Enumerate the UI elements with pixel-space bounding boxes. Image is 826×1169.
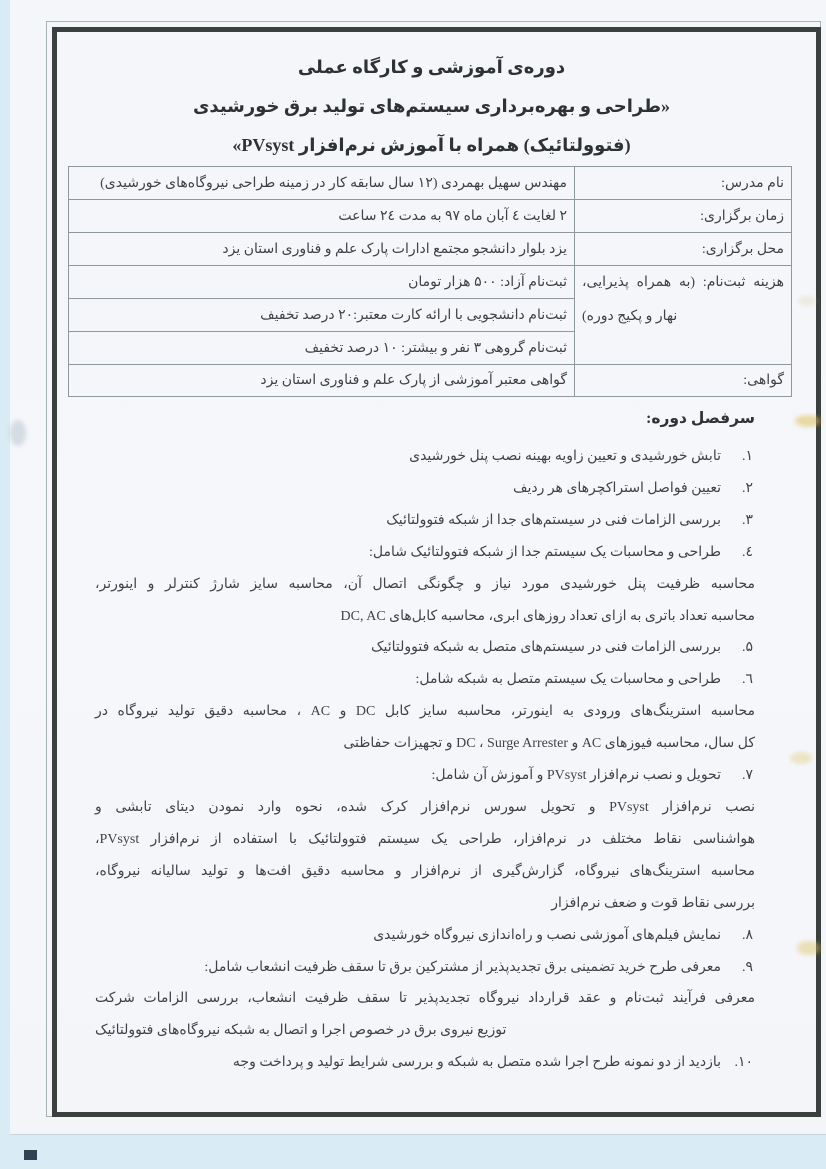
- item-detail: هواشناسی نقاط مختلف در نرم‌افزار، طراحی یک سیستم فتوولتائیک با استفاده از نرم‌افزار PVsyst،: [95, 831, 755, 847]
- item-text: طراحی و محاسبات یک سیستم جدا از شبکه فتوولتائیک شامل:: [369, 544, 721, 560]
- outline-heading: سرفصل دوره:: [646, 410, 755, 427]
- list-item: [95, 505, 755, 537]
- list-item: [95, 920, 755, 952]
- item-number: ٦.: [741, 672, 753, 688]
- list-item: [95, 760, 755, 792]
- scan-smudge: [798, 296, 816, 306]
- item-text: طراحی و محاسبات یک سیستم متصل به شبکه شامل:: [415, 672, 721, 688]
- value-cell-fee-group: ثبت‌نام گروهی ۳ نفر و بیشتر: ۱۰ درصد تخفیف: [69, 332, 575, 365]
- title-line-3: (فتوولتائیک) همراه با آموزش نرم‌افزار PVsyst»: [232, 135, 631, 155]
- scan-smudge: [10, 420, 26, 446]
- label-cell-location: محل برگزاری:: [575, 233, 792, 266]
- item-detail: محاسبه ظرفیت پنل خورشیدی مورد نیاز و چگونگی اتصال آن، محاسبه سایز شارژ کنترلر و اینورتر،: [95, 576, 755, 592]
- scan-smudge: [797, 941, 821, 955]
- list-item: [95, 952, 755, 984]
- item-number: ٤.: [741, 544, 753, 560]
- scan-mark: [24, 1150, 37, 1160]
- value-cell-time: ۲ لغایت ٤ آبان ماه ۹۷ به مدت ۲٤ ساعت: [69, 200, 575, 233]
- table-row: [69, 266, 792, 299]
- title-line-1: دوره‌ی آموزشی و کارگاه عملی: [297, 57, 566, 77]
- item-text: معرفی طرح خرید تضمینی برق تجدیدپذیر از مشترکین برق تا سقف ظرفیت انشعاب شامل:: [204, 959, 721, 975]
- item-detail: محاسبه استرینگ‌های نیروگاه، گزارش‌گیری از نرم‌افزار و محاسبه دقیق افت‌ها و تولید سالیانه نیروگاه،: [95, 863, 755, 879]
- item-text: تحویل و نصب نرم‌افزار PVsyst و آموزش آن شامل:: [431, 768, 721, 784]
- item-detail: بررسی نقاط قوت و ضعف نرم‌افزار: [551, 895, 755, 911]
- item-number: ۱.: [741, 449, 753, 464]
- item-number: ۷.: [741, 768, 753, 784]
- list-item: [95, 441, 755, 473]
- item-number: ۱۰.: [734, 1055, 753, 1071]
- item-detail: محاسبه تعداد باتری به ازای تعداد روزهای ابری، محاسبه کابل‌های DC, AC: [340, 608, 755, 624]
- title-line-2: «طراحی و بهره‌برداری سیستم‌های تولید برق خورشیدی: [192, 96, 671, 116]
- item-text: نمایش فیلم‌های آموزشی نصب و راه‌اندازی نیروگاه خورشیدی: [373, 927, 721, 943]
- item-detail: محاسبه استرینگ‌های ورودی به اینورتر، محاسبه سایز کابل DC و AC ، محاسبه دقیق تولید نیروگاه در: [95, 704, 756, 720]
- label-cell-instructor: نام مدرس:: [575, 167, 792, 200]
- item-text: بررسی الزامات فنی در سیستم‌های متصل به شبکه فتوولتائیک: [370, 640, 721, 656]
- scan-smudge: [790, 752, 812, 764]
- item-text: بازدید از دو نمونه طرح اجرا شده متصل به شبکه و بررسی شرایط تولید و پرداخت وجه: [232, 1055, 721, 1071]
- label-cell-fee: هزینه ثبت‌نام: (به همراه پذیرایی، نهار و پکیج دوره): [575, 266, 792, 365]
- item-text: تعیین فواصل استراکچرهای هر ردیف: [512, 480, 721, 496]
- value-cell-certificate: گواهی معتبر آموزشی از پارک علم و فناوری استان یزد: [69, 365, 575, 397]
- list-item: [95, 664, 755, 696]
- list-item: [95, 632, 755, 664]
- outline-list: [95, 441, 755, 1079]
- item-number: ۸.: [741, 927, 753, 943]
- value-cell-instructor: مهندس سهیل بهمردی (۱۲ سال سابقه کار در زمینه طراحی نیروگاه‌های خورشیدی): [69, 167, 575, 200]
- value-cell-location: یزد بلوار دانشجو مجتمع ادارات پارک علم و فناوری استان یزد: [69, 233, 575, 266]
- item-number: ۲.: [741, 480, 753, 496]
- table-row: [69, 200, 792, 233]
- item-detail: معرفی فرآیند ثبت‌نام و عقد قرارداد نیروگاه تجدیدپذیر تا سقف ظرفیت انشعاب، بررسی الزامات شرکت: [95, 991, 755, 1007]
- item-number: ۹.: [741, 959, 753, 975]
- item-detail: کل سال، محاسبه فیوزهای AC و DC ، Surge Arrester و تجهیزات حفاظتی: [343, 736, 755, 752]
- value-cell-fee-student: ثبت‌نام دانشجویی با ارائه کارت معتبر:۲۰ درصد تخفیف: [69, 299, 575, 332]
- table-row: [69, 233, 792, 266]
- table-row: [69, 365, 792, 397]
- item-detail: توزیع نیروی برق در خصوص اجرا و اتصال به شبکه نیروگاه‌های فتوولتائیک: [95, 1023, 507, 1039]
- value-cell-fee-open: ثبت‌نام آزاد: ۵۰۰ هزار تومان: [69, 266, 575, 299]
- list-item: [95, 1047, 755, 1079]
- label-cell-time: زمان برگزاری:: [575, 200, 792, 233]
- document-title: [57, 48, 806, 165]
- item-number: ۵.: [741, 640, 753, 656]
- item-detail: نصب نرم‌افزار PVsyst و تحویل سورس نرم‌افزار کرک شده، نحوه وارد نمودن دیتای تابشی و: [95, 799, 756, 815]
- outline-section: [95, 404, 755, 1079]
- list-item: [95, 537, 755, 569]
- item-text: تابش خورشیدی و تعیین زاویه بهینه نصب پنل خورشیدی: [409, 449, 721, 464]
- document-page: [10, 0, 826, 1134]
- table-row: [69, 167, 792, 200]
- item-text: بررسی الزامات فنی در سیستم‌های جدا از شبکه فتوولتائیک: [386, 512, 721, 528]
- info-table: [68, 166, 792, 397]
- item-number: ۳.: [741, 512, 753, 528]
- label-cell-certificate: گواهی:: [575, 365, 792, 397]
- scan-smudge: [795, 415, 821, 427]
- list-item: [95, 473, 755, 505]
